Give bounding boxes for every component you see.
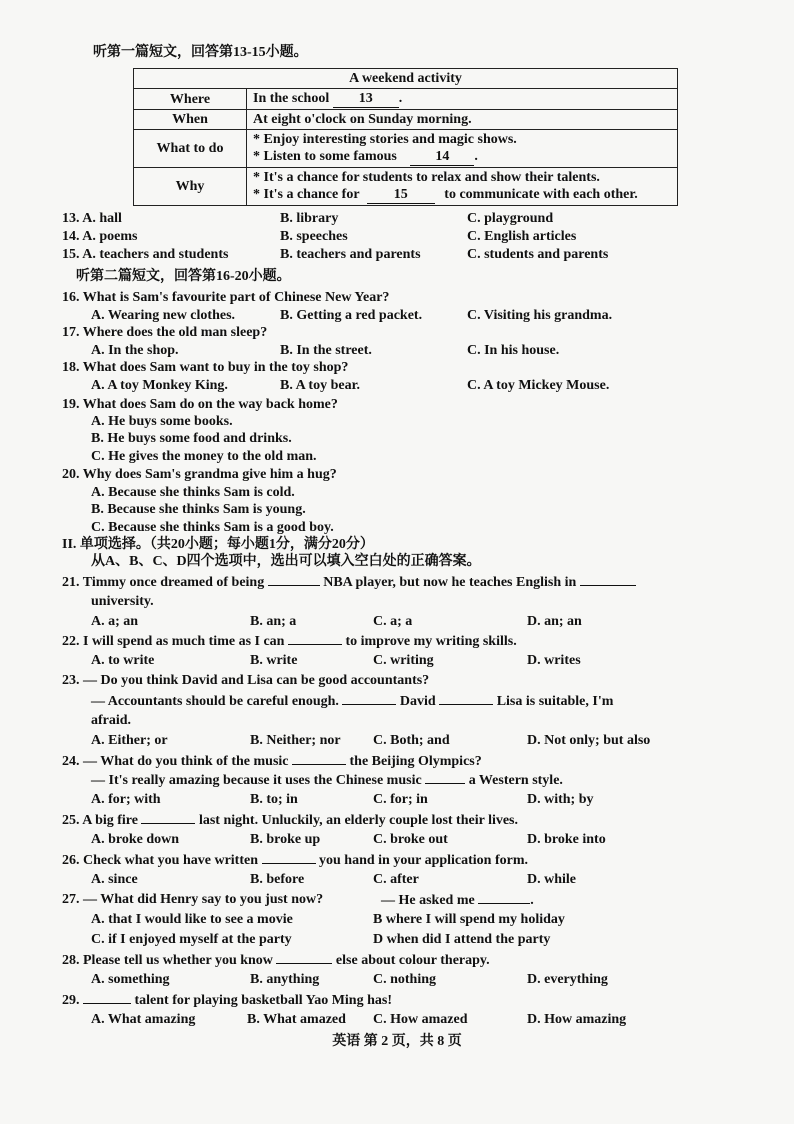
- q13-b: B. library: [280, 211, 339, 226]
- q16-c: C. Visiting his grandma.: [467, 308, 613, 323]
- q25-a: A. broke down: [91, 832, 180, 847]
- q26-blank: [262, 851, 316, 864]
- q21-p3: university.: [91, 594, 154, 609]
- q27-d: D when did I attend the party: [373, 932, 551, 947]
- q21-blank1: [268, 573, 320, 586]
- q27-a: A. that I would like to see a movie: [91, 912, 293, 927]
- section2-instruction: 听第二篇短文，回答第16-20小题。: [76, 269, 291, 284]
- q26-b: B. before: [250, 872, 305, 887]
- q28-d: D. everything: [527, 972, 608, 987]
- q20-a: A. Because she thinks Sam is cold.: [91, 485, 295, 500]
- q25-p1: 25. A big fire: [62, 813, 138, 828]
- q26-a: A. since: [91, 872, 138, 887]
- q22-c: C. writing: [373, 653, 434, 668]
- q25-p2: last night. Unluckily, an elderly couple lost their lives.: [198, 813, 519, 828]
- q19-stem: 19. What does Sam do on the way back home?: [62, 397, 338, 412]
- q23-c: C. Both; and: [373, 733, 450, 748]
- q20-c: C. Because she thinks Sam is a good boy.: [91, 520, 334, 535]
- q22-blank: [288, 632, 342, 645]
- q22-stem: [62, 632, 517, 650]
- blank-15: 15: [367, 186, 435, 204]
- q22-p2: to improve my writing skills.: [345, 634, 517, 649]
- q29-b: B. What amazed: [247, 1012, 346, 1027]
- q24-b: B. to; in: [250, 792, 298, 807]
- q27-c: C. if I enjoyed myself at the party: [91, 932, 292, 947]
- q25-c: C. broke out: [373, 832, 448, 847]
- q28-p2: else about colour therapy.: [335, 953, 490, 968]
- q14-c: C. English articles: [467, 229, 577, 244]
- q25-blank: [141, 811, 195, 824]
- q17-stem: 17. Where does the old man sleep?: [62, 325, 268, 340]
- q19-a: A. He buys some books.: [91, 414, 233, 429]
- section1-instruction: 听第一篇短文，回答第13-15小题。: [93, 45, 308, 60]
- q22-d: D. writes: [527, 653, 581, 668]
- q23-a: A. Either; or: [91, 733, 168, 748]
- q22-a: A. to write: [91, 653, 155, 668]
- q17-b: B. In the street.: [280, 343, 372, 358]
- weekend-activity-table: [133, 68, 678, 206]
- why-line1: * It's a chance for students to relax and show their talents.: [253, 170, 600, 185]
- q16-b: B. Getting a red packet.: [280, 308, 423, 323]
- q28-blank: [276, 951, 332, 964]
- q26-d: D. while: [527, 872, 576, 887]
- whatdo-line2-wrap: [253, 148, 671, 166]
- q28-c: C. nothing: [373, 972, 437, 987]
- q28-stem: [62, 951, 490, 969]
- q24-d: D. with; by: [527, 792, 594, 807]
- blank-13: 13: [333, 90, 399, 108]
- q18-c: C. A toy Mickey Mouse.: [467, 378, 610, 393]
- q29-p2: talent for playing basketball Yao Ming has!: [134, 993, 392, 1008]
- q24-p4: a Western style.: [468, 773, 563, 788]
- why-line2-wrap: [253, 186, 671, 204]
- q13-a: 13. A. hall: [62, 211, 122, 226]
- q21-d: D. an; an: [527, 614, 582, 629]
- q24-p2: the Beijing Olympics?: [349, 754, 482, 769]
- q29-stem: [62, 991, 392, 1009]
- q23-blank2: [439, 692, 493, 705]
- q23-p5: afraid.: [91, 713, 132, 728]
- q18-a: A. A toy Monkey King.: [91, 378, 228, 393]
- q21-blank2: [580, 573, 636, 586]
- whatdo-cell: [247, 130, 678, 168]
- q28-b: B. anything: [250, 972, 320, 987]
- whatdo-line2: * Listen to some famous: [253, 149, 397, 164]
- why-label: Why: [134, 168, 247, 206]
- page-footer: 英语 第 2 页，共 8 页: [332, 1034, 462, 1049]
- q24-blank1: [292, 752, 346, 765]
- q25-d: D. broke into: [527, 832, 606, 847]
- q15-c: C. students and parents: [467, 247, 609, 262]
- q21-p2: NBA player, but now he teaches English in: [323, 575, 577, 590]
- q24-stem: [62, 752, 482, 770]
- whatdo-label: What to do: [134, 130, 247, 168]
- q23-d: D. Not only; but also: [527, 733, 651, 748]
- q19-b: B. He buys some food and drinks.: [91, 431, 292, 446]
- q20-stem: 20. Why does Sam's grandma give him a hug?: [62, 467, 337, 482]
- q27-p3: .: [530, 893, 534, 908]
- whatdo-line1: * Enjoy interesting stories and magic shows.: [253, 132, 517, 147]
- q22-p1: 22. I will spend as much time as I can: [62, 634, 285, 649]
- q25-b: B. broke up: [250, 832, 321, 847]
- q26-c: C. after: [373, 872, 419, 887]
- q27-answer-line: [381, 891, 534, 909]
- q23-blank1: [342, 692, 396, 705]
- part2-instruction: 从A、B、C、D四个选项中，选出可以填入空白处的正确答案。: [91, 554, 481, 569]
- q29-c: C. How amazed: [373, 1012, 468, 1027]
- blank-14: 14: [410, 148, 474, 166]
- q27-stem: 27. — What did Henry say to you just now?: [62, 892, 324, 907]
- q16-stem: 16. What is Sam's favourite part of Chinese New Year?: [62, 290, 390, 305]
- q27-blank: [478, 891, 530, 904]
- q29-blank: [83, 991, 131, 1004]
- where-cell: [247, 89, 678, 110]
- why-cell: [247, 168, 678, 206]
- q28-a: A. something: [91, 972, 170, 987]
- q29-a: A. What amazing: [91, 1012, 196, 1027]
- q21-b: B. an; a: [250, 614, 297, 629]
- q28-p1: 28. Please tell us whether you know: [62, 953, 273, 968]
- q26-p2: you hand in your application form.: [319, 853, 529, 868]
- q23-line2: [91, 692, 613, 710]
- q24-c: C. for; in: [373, 792, 428, 807]
- q29-d: D. How amazing: [527, 1012, 627, 1027]
- q23-b: B. Neither; nor: [250, 733, 341, 748]
- when-text: At eight o'clock on Sunday morning.: [247, 110, 678, 130]
- q27-b: B where I will spend my holiday: [373, 912, 565, 927]
- where-end: .: [398, 91, 403, 106]
- q19-c: C. He gives the money to the old man.: [91, 449, 317, 464]
- q13-c: C. playground: [467, 211, 554, 226]
- q23-p4: Lisa is suitable, I'm: [496, 694, 614, 709]
- q23-stem: 23. — Do you think David and Lisa can be good accountants?: [62, 673, 430, 688]
- q14-a: 14. A. poems: [62, 229, 138, 244]
- q20-b: B. Because she thinks Sam is young.: [91, 502, 306, 517]
- q22-b: B. write: [250, 653, 298, 668]
- table-caption: A weekend activity: [134, 69, 678, 89]
- q21-a: A. a; an: [91, 614, 139, 629]
- q23-p3: David: [399, 694, 436, 709]
- q27-p2: — He asked me: [381, 893, 475, 908]
- q17-a: A. In the shop.: [91, 343, 179, 358]
- q24-p1: 24. — What do you think of the music: [62, 754, 289, 769]
- q21-p1: 21. Timmy once dreamed of being: [62, 575, 265, 590]
- q14-b: B. speeches: [280, 229, 348, 244]
- q15-a: 15. A. teachers and students: [62, 247, 229, 262]
- q18-stem: 18. What does Sam want to buy in the toy shop?: [62, 360, 349, 375]
- q17-c: C. In his house.: [467, 343, 560, 358]
- q16-a: A. Wearing new clothes.: [91, 308, 236, 323]
- q26-p1: 26. Check what you have written: [62, 853, 258, 868]
- q18-b: B. A toy bear.: [280, 378, 360, 393]
- where-text: In the school: [253, 91, 330, 106]
- where-label: Where: [134, 89, 247, 110]
- q26-stem: [62, 851, 528, 869]
- part2-heading: II. 单项选择。（共20小题；每小题1分，满分20分）: [62, 537, 374, 552]
- q24-p3: — It's really amazing because it uses the Chinese music: [91, 773, 422, 788]
- whatdo-end: .: [474, 149, 478, 164]
- why-line2b: to communicate with each other.: [444, 187, 638, 202]
- when-label: When: [134, 110, 247, 130]
- why-line2a: * It's a chance for: [253, 187, 360, 202]
- q24-a: A. for; with: [91, 792, 161, 807]
- q24-line2: [91, 771, 563, 789]
- q15-b: B. teachers and parents: [280, 247, 421, 262]
- q23-p2: — Accountants should be careful enough.: [91, 694, 339, 709]
- q29-p1: 29.: [62, 993, 80, 1008]
- q21-stem: [62, 573, 636, 591]
- q24-blank2: [425, 771, 465, 784]
- q25-stem: [62, 811, 518, 829]
- q21-c: C. a; a: [373, 614, 413, 629]
